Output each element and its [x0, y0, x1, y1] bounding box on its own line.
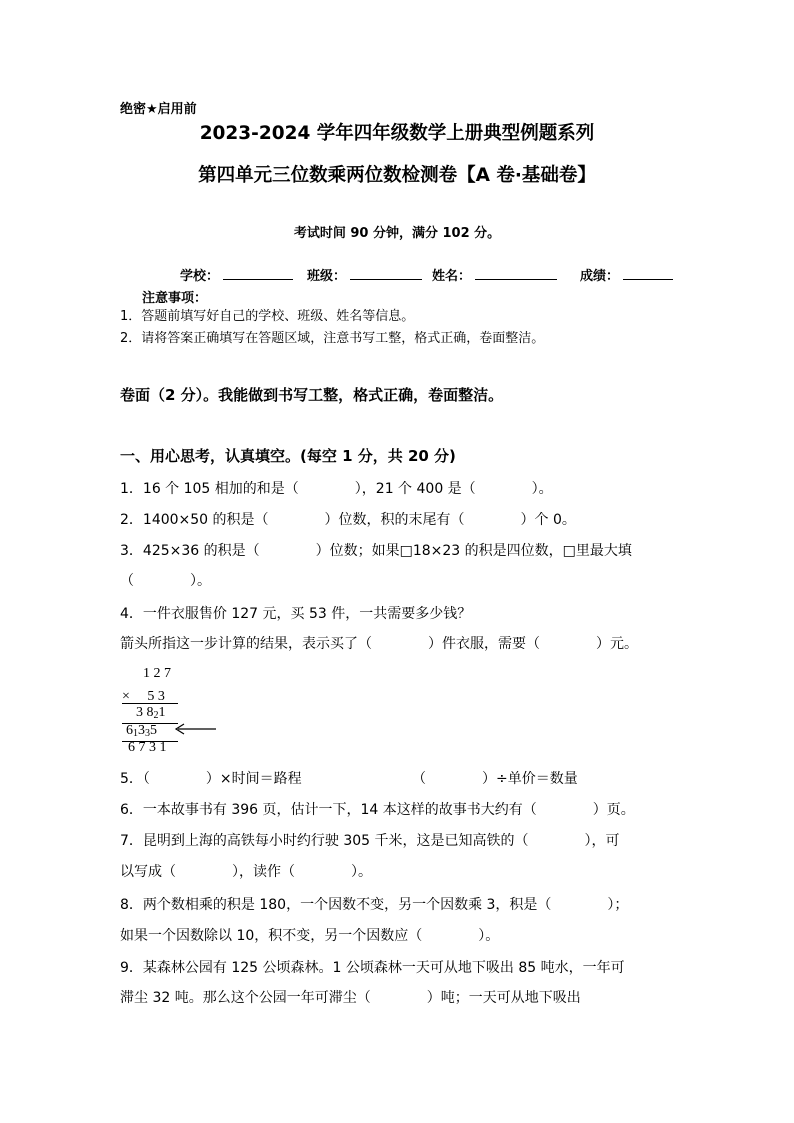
name-label: 姓名：: [432, 269, 472, 284]
question-9: 9．某森林公园有 125 公顷森林。1 公顷森林一天可从地下吸出 85 吨水，一年可: [120, 960, 625, 976]
partial-product-2: [126, 723, 157, 739]
multiplier: × 5 3: [122, 689, 165, 704]
school-blank[interactable]: [223, 266, 293, 280]
score-label: 成绩：: [580, 269, 620, 284]
name-blank[interactable]: [475, 266, 557, 280]
carry-digit: 1: [133, 728, 138, 739]
title-line-1: 2023-2024 学年四年级数学上册典型例题系列: [199, 123, 595, 144]
question-5-b: （ ）÷单价＝数量: [412, 771, 578, 787]
score-blank[interactable]: [623, 266, 673, 280]
school-label: 学校：: [180, 269, 220, 284]
score-field[interactable]: [580, 265, 677, 284]
arrow-left-icon: [172, 722, 218, 736]
question-3-cont: （ ）。: [120, 573, 211, 589]
neatness-statement: 卷面（2 分）。我能做到书写工整，格式正确，卷面整洁。: [120, 386, 504, 404]
notes-title: 注意事项：: [142, 291, 208, 306]
school-field[interactable]: [180, 265, 297, 284]
partial-2-digit-b: 3: [138, 723, 145, 738]
class-blank[interactable]: [350, 266, 422, 280]
partial-2-digit-a: 6: [126, 723, 133, 738]
partial-product-1: [136, 705, 166, 721]
exam-info: 考试时间 90 分钟，满分 102 分。: [293, 226, 501, 241]
title-line-2: 第四单元三位数乘两位数检测卷【A 卷·基础卷】: [198, 165, 596, 186]
section-1-title: 一、用心思考，认真填空。(每空 1 分，共 20 分): [120, 447, 456, 465]
carry-digit: 2: [153, 710, 159, 721]
carry-digit: 3: [145, 728, 150, 739]
partial-1-digits: 3 8: [136, 705, 154, 720]
note-item: 2．请将答案正确填写在答题区域，注意书写工整，格式正确，卷面整洁。: [120, 331, 545, 346]
product-result: 6 7 3 1: [128, 740, 167, 755]
secret-label: 绝密★启用前: [120, 102, 197, 117]
question-4-cont: 箭头所指这一步计算的结果，表示买了（ ）件衣服，需要（ ）元。: [120, 636, 638, 652]
question-4: 4．一件衣服售价 127 元，买 53 件，一共需要多少钱？: [120, 606, 472, 622]
question-8-cont: 如果一个因数除以 10，积不变，另一个因数应（ ）。: [120, 928, 500, 944]
partial-1-end: 1: [158, 705, 166, 720]
class-label: 班级：: [307, 269, 347, 284]
question-5-a: 5．（ ）×时间＝路程: [120, 771, 302, 787]
note-item: 1．答题前填写好自己的学校、班级、姓名等信息。: [120, 309, 415, 324]
question-9-cont: 滞尘 32 吨。那么这个公园一年可滞尘（ ）吨；一天可从地下吸出: [120, 990, 581, 1006]
class-field[interactable]: [307, 265, 426, 284]
vertical-multiplication: [122, 666, 222, 758]
partial-2-end: 5: [150, 723, 157, 738]
question-7-cont: 以写成（ ），读作（ ）。: [120, 864, 372, 880]
question-6: 6．一本故事书有 396 页，估计一下，14 本这样的故事书大约有（ ）页。: [120, 802, 635, 818]
question-2: 2．1400×50 的积是（ ）位数，积的末尾有（ ）个 0。: [120, 512, 576, 528]
question-8: 8．两个数相乘的积是 180，一个因数不变，另一个因数乘 3，积是（ ）；: [120, 897, 629, 913]
question-7: 7．昆明到上海的高铁每小时约行驶 305 千米，这是已知高铁的（ ），可: [120, 833, 620, 849]
name-field[interactable]: [432, 265, 561, 284]
question-1: 1．16 个 105 相加的和是（ ），21 个 400 是（ ）。: [120, 481, 553, 497]
multiplicand: 1 2 7: [143, 666, 171, 681]
question-3: 3．425×36 的积是（ ）位数；如果□18×23 的积是四位数，□里最大填: [120, 543, 632, 559]
rule-1: [122, 703, 178, 704]
